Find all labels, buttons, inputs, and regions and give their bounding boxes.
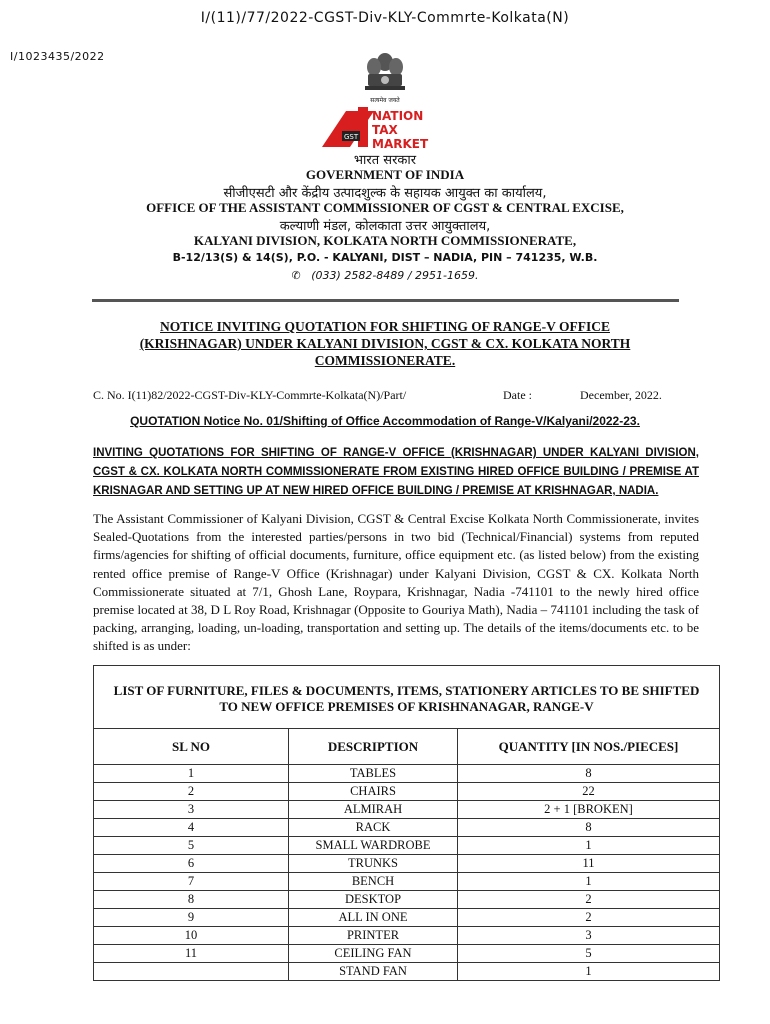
- phone-number: (033) 2582-8489 / 2951-1659.: [311, 269, 479, 282]
- cell-desc: CHAIRS: [289, 783, 458, 801]
- cell-sl: 6: [94, 855, 289, 873]
- emblem-motto: सत्यमेव जयते: [370, 97, 400, 104]
- cell-qty: 1: [458, 963, 720, 981]
- cell-desc: ALMIRAH: [289, 801, 458, 819]
- cell-desc: STAND FAN: [289, 963, 458, 981]
- items-table-body: [94, 765, 720, 981]
- nation-tax-market-logo: [318, 103, 452, 151]
- phone-line: [0, 269, 770, 282]
- logo-line2: TAX: [372, 123, 398, 137]
- cell-qty: 3: [458, 927, 720, 945]
- cell-qty: 2 + 1 [BROKEN]: [458, 801, 720, 819]
- cell-desc: TRUNKS: [289, 855, 458, 873]
- file-reference: I/(11)/77/2022-CGST-Div-KLY-Commrte-Kolkata(N): [200, 10, 570, 26]
- table-row: [94, 891, 720, 909]
- cell-sl: 1: [94, 765, 289, 783]
- cell-sl: [94, 963, 289, 981]
- items-table: [93, 665, 720, 981]
- cell-qty: 1: [458, 837, 720, 855]
- cell-sl: 2: [94, 783, 289, 801]
- cell-desc: BENCH: [289, 873, 458, 891]
- date-label: Date :: [503, 388, 532, 402]
- cell-desc: ALL IN ONE: [289, 909, 458, 927]
- table-row: [94, 837, 720, 855]
- national-emblem-icon: [355, 50, 415, 106]
- cell-qty: 2: [458, 891, 720, 909]
- cell-qty: 11: [458, 855, 720, 873]
- date-value: December, 2022.: [580, 388, 662, 402]
- hindi-government: भारत सरकार: [353, 153, 417, 168]
- cell-desc: TABLES: [289, 765, 458, 783]
- cell-desc: RACK: [289, 819, 458, 837]
- column-header-description: DESCRIPTION: [289, 729, 458, 765]
- cell-qty: 1: [458, 873, 720, 891]
- phone-icon: ✆: [291, 269, 301, 282]
- division-title: KALYANI DIVISION, KOLKATA NORTH COMMISSIONERATE,: [193, 233, 577, 248]
- cell-qty: 22: [458, 783, 720, 801]
- inviting-quotations-heading: INVITING QUOTATIONS FOR SHIFTING OF RANGE-V OFFICE (KRISHNAGAR) UNDER KALYANI DIVISION, CGST & CX. KOLKATA NORTH COMMISSIONERATE FROM EXISTING HIRED OFFICE BUILDING / PREMISE AT KRISNAGAR AND SETTING UP AT NEW HIRED OFFICE BUILDING / PREMISE AT KRISHNAGAR, NADIA.: [93, 447, 699, 497]
- items-table-title: LIST OF FURNITURE, FILES & DOCUMENTS, ITEMS, STATIONERY ARTICLES TO BE SHIFTED TO NEW OFFICE PREMISES OF KRISHNANAGAR, RANGE-V: [94, 666, 720, 729]
- column-header-quantity: QUANTITY [IN NOS./PIECES]: [458, 729, 720, 765]
- cell-sl: 11: [94, 945, 289, 963]
- logo-line3: MARKET: [372, 137, 429, 151]
- cell-qty: 8: [458, 819, 720, 837]
- table-row: [94, 783, 720, 801]
- cell-desc: CEILING FAN: [289, 945, 458, 963]
- table-row: [94, 909, 720, 927]
- table-row: [94, 873, 720, 891]
- hindi-division: कल्याणी मंडल, कोलकाता उत्तर आयुक्तालय,: [279, 219, 491, 234]
- document-id: I/1023435/2022: [10, 50, 105, 63]
- hindi-office: सीजीएसटी और केंद्रीय उत्पादशुल्क के सहायक आयुक्त का कार्यालय,: [223, 186, 547, 201]
- table-row: [94, 765, 720, 783]
- cell-sl: 5: [94, 837, 289, 855]
- cell-sl: 3: [94, 801, 289, 819]
- cell-qty: 5: [458, 945, 720, 963]
- notice-title: NOTICE INVITING QUOTATION FOR SHIFTING OF RANGE-V OFFICE (KRISHNAGAR) UNDER KALYANI DIVISION, CGST & CX. KOLKATA NORTH COMMISSIONERATE.: [139, 319, 631, 368]
- column-header-sl-no: SL NO: [94, 729, 289, 765]
- cell-qty: 2: [458, 909, 720, 927]
- office-address: B-12/13(S) & 14(S), P.O. - KALYANI, DIST – NADIA, PIN – 741235, W.B.: [172, 251, 598, 264]
- cell-sl: 9: [94, 909, 289, 927]
- table-row: [94, 927, 720, 945]
- file-number: C. No. I(11)82/2022-CGST-Div-KLY-Commrte-Kolkata(N)/Part/: [93, 388, 407, 402]
- cell-sl: 10: [94, 927, 289, 945]
- table-row: [94, 855, 720, 873]
- cell-desc: DESKTOP: [289, 891, 458, 909]
- logo-badge: GST: [344, 133, 359, 141]
- cell-sl: 7: [94, 873, 289, 891]
- table-row: [94, 819, 720, 837]
- table-row: [94, 801, 720, 819]
- government-title: GOVERNMENT OF INDIA: [305, 167, 465, 182]
- quotation-notice-number: QUOTATION Notice No. 01/Shifting of Office Accommodation of Range-V/Kalyani/2022-23.: [130, 414, 640, 428]
- table-row: [94, 963, 720, 981]
- logo-line1: NATION: [372, 109, 424, 123]
- office-title: OFFICE OF THE ASSISTANT COMMISSIONER OF CGST & CENTRAL EXCISE,: [146, 200, 624, 215]
- notice-body-paragraph: The Assistant Commissioner of Kalyani Division, CGST & Central Excise Kolkata North Commissionerate, invites Sealed-Quotations from the interested parties/persons in two bid (Technical/Financial) systems from reputed firms/agencies for shifting of official documents, furniture, office equipment etc. (as listed below) from the existing rented office premise of Range-V Office (Krishnagar) under Kalyani Division, CGST & CX. Kolkata North Commissionerate situated at 7/1, Ghosh Lane, Roypara, Krishnagar, Nadia -741101 to the newly hired office premise located at 38, D L Roy Road, Krishnagar (Opposite to Gouriya Math), Nadia – 741101 including the task of packing, arranging, loading, un-loading, transportation and setting up. The details of the items/documents etc. to be shifted is as under:: [93, 511, 699, 654]
- cell-sl: 8: [94, 891, 289, 909]
- cell-sl: 4: [94, 819, 289, 837]
- header-divider: [92, 299, 679, 302]
- cell-desc: PRINTER: [289, 927, 458, 945]
- table-row: [94, 945, 720, 963]
- cell-desc: SMALL WARDROBE: [289, 837, 458, 855]
- cell-qty: 8: [458, 765, 720, 783]
